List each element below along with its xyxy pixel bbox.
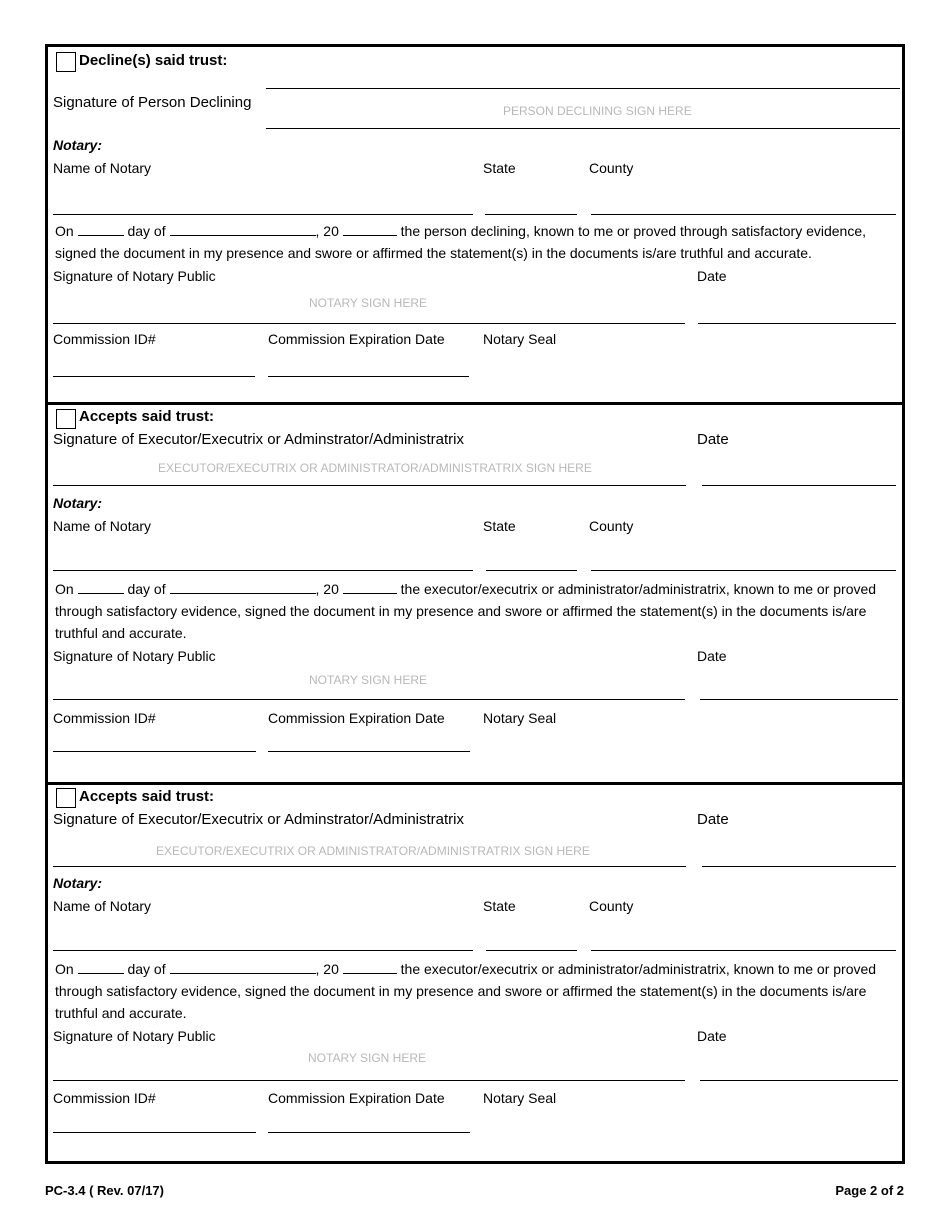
signature-notary-label: Signature of Notary Public xyxy=(53,1028,216,1044)
commission-id-field[interactable] xyxy=(53,376,255,377)
accept-heading: Accepts said trust: xyxy=(79,408,215,425)
on-label: On xyxy=(55,223,74,239)
notary-sign-hint: NOTARY SIGN HERE xyxy=(308,1051,427,1065)
executor-signature-field[interactable] xyxy=(53,866,686,867)
signature-line-top xyxy=(266,88,900,89)
commission-exp-field[interactable] xyxy=(268,376,469,377)
executor-signature-label: Signature of Executor/Executrix or Adminstrator/Administratrix xyxy=(53,431,464,448)
commission-exp-label: Commission Expiration Date xyxy=(268,331,445,347)
name-of-notary-field[interactable] xyxy=(53,950,473,951)
day-field[interactable] xyxy=(78,221,124,236)
notary-statement xyxy=(55,958,885,1024)
executor-sign-hint: EXECUTOR/EXECUTRIX OR ADMINISTRATOR/ADMINISTRATRIX SIGN HERE xyxy=(156,844,590,858)
month-field[interactable] xyxy=(170,579,316,594)
notary-sign-hint: NOTARY SIGN HERE xyxy=(309,673,428,687)
executor-signature-field[interactable] xyxy=(53,485,686,486)
decline-heading: Decline(s) said trust: xyxy=(79,52,228,69)
form-id: PC-3.4 ( Rev. 07/17) xyxy=(45,1183,164,1198)
notary-statement xyxy=(55,220,885,264)
executor-date-label: Date xyxy=(697,811,729,828)
county-field[interactable] xyxy=(591,570,896,571)
person-declining-signature-field[interactable] xyxy=(266,128,900,129)
notary-date-label: Date xyxy=(697,1028,727,1044)
statement-line-3: truthful and accurate. xyxy=(55,625,187,641)
year-field[interactable] xyxy=(343,579,397,594)
month-field[interactable] xyxy=(170,221,316,236)
accept-checkbox[interactable] xyxy=(56,788,76,808)
state-field[interactable] xyxy=(486,950,577,951)
state-field[interactable] xyxy=(486,570,577,571)
trust-form xyxy=(45,44,905,1164)
name-of-notary-label: Name of Notary xyxy=(53,898,152,914)
county-field[interactable] xyxy=(591,950,896,951)
day-field[interactable] xyxy=(78,579,124,594)
statement-line-1: the executor/executrix or administrator/administratrix, known to me or proved xyxy=(400,581,877,597)
state-label: State xyxy=(483,898,516,914)
commission-id-label: Commission ID# xyxy=(53,710,156,726)
person-declining-label: Signature of Person Declining xyxy=(53,94,252,111)
notary-heading: Notary: xyxy=(53,875,103,891)
day-of-label: day of xyxy=(127,581,166,597)
notary-heading: Notary: xyxy=(53,495,103,511)
month-field[interactable] xyxy=(170,959,316,974)
name-of-notary-field[interactable] xyxy=(53,570,473,571)
year-prefix: , 20 xyxy=(315,961,339,977)
notary-seal-label: Notary Seal xyxy=(483,1090,557,1106)
executor-signature-label: Signature of Executor/Executrix or Adminstrator/Administratrix xyxy=(53,811,464,828)
person-declining-sign-hint: PERSON DECLINING SIGN HERE xyxy=(503,104,692,118)
commission-id-field[interactable] xyxy=(53,751,256,752)
statement-line-2: signed the document in my presence and swore or affirmed the statement(s) in the documents is/are truthful and accurate. xyxy=(55,245,812,261)
statement-line-2: through satisfactory evidence, signed the document in my presence and swore or affirmed the statement(s) in the documents is/are xyxy=(55,603,867,619)
on-label: On xyxy=(55,581,74,597)
day-of-label: day of xyxy=(127,961,166,977)
signature-notary-label: Signature of Notary Public xyxy=(53,648,216,664)
commission-id-field[interactable] xyxy=(53,1132,256,1133)
notary-signature-field[interactable] xyxy=(53,323,685,324)
name-of-notary-field[interactable] xyxy=(53,214,473,215)
commission-exp-label: Commission Expiration Date xyxy=(268,1090,445,1106)
statement-line-2: through satisfactory evidence, signed the document in my presence and swore or affirmed the statement(s) in the documents is/are xyxy=(55,983,867,999)
county-label: County xyxy=(589,518,634,534)
year-field[interactable] xyxy=(343,221,397,236)
decline-checkbox[interactable] xyxy=(56,52,76,72)
day-of-label: day of xyxy=(127,223,166,239)
statement-line-3: truthful and accurate. xyxy=(55,1005,187,1021)
year-prefix: , 20 xyxy=(315,223,339,239)
executor-date-field[interactable] xyxy=(702,866,896,867)
signature-notary-label: Signature of Notary Public xyxy=(53,268,216,284)
commission-exp-field[interactable] xyxy=(268,751,470,752)
notary-date-field[interactable] xyxy=(700,1080,898,1081)
name-of-notary-label: Name of Notary xyxy=(53,518,152,534)
year-prefix: , 20 xyxy=(315,581,339,597)
county-field[interactable] xyxy=(591,214,896,215)
executor-date-field[interactable] xyxy=(702,485,896,486)
accept-heading: Accepts said trust: xyxy=(79,788,215,805)
executor-sign-hint: EXECUTOR/EXECUTRIX OR ADMINISTRATOR/ADMINISTRATRIX SIGN HERE xyxy=(158,461,592,475)
commission-exp-label: Commission Expiration Date xyxy=(268,710,445,726)
section-divider xyxy=(48,782,902,785)
state-label: State xyxy=(483,160,516,176)
commission-exp-field[interactable] xyxy=(268,1132,470,1133)
on-label: On xyxy=(55,961,74,977)
notary-heading: Notary: xyxy=(53,137,103,153)
name-of-notary-label: Name of Notary xyxy=(53,160,152,176)
commission-id-label: Commission ID# xyxy=(53,331,156,347)
commission-id-label: Commission ID# xyxy=(53,1090,156,1106)
notary-signature-field[interactable] xyxy=(53,1080,685,1081)
county-label: County xyxy=(589,160,634,176)
notary-date-field[interactable] xyxy=(700,699,898,700)
county-label: County xyxy=(589,898,634,914)
statement-line-1: the executor/executrix or administrator/administratrix, known to me or proved xyxy=(400,961,877,977)
notary-signature-field[interactable] xyxy=(53,699,685,700)
day-field[interactable] xyxy=(78,959,124,974)
statement-line-1: the person declining, known to me or proved through satisfactory evidence, xyxy=(400,223,867,239)
notary-date-label: Date xyxy=(697,648,727,664)
notary-statement xyxy=(55,578,885,644)
notary-sign-hint: NOTARY SIGN HERE xyxy=(309,296,428,310)
year-field[interactable] xyxy=(343,959,397,974)
notary-date-field[interactable] xyxy=(698,323,896,324)
section-divider xyxy=(48,402,902,405)
notary-seal-label: Notary Seal xyxy=(483,710,557,726)
state-field[interactable] xyxy=(485,214,577,215)
executor-date-label: Date xyxy=(697,431,729,448)
page-number: Page 2 of 2 xyxy=(835,1183,904,1198)
accept-checkbox[interactable] xyxy=(56,409,76,429)
notary-seal-label: Notary Seal xyxy=(483,331,557,347)
state-label: State xyxy=(483,518,516,534)
notary-date-label: Date xyxy=(697,268,727,284)
